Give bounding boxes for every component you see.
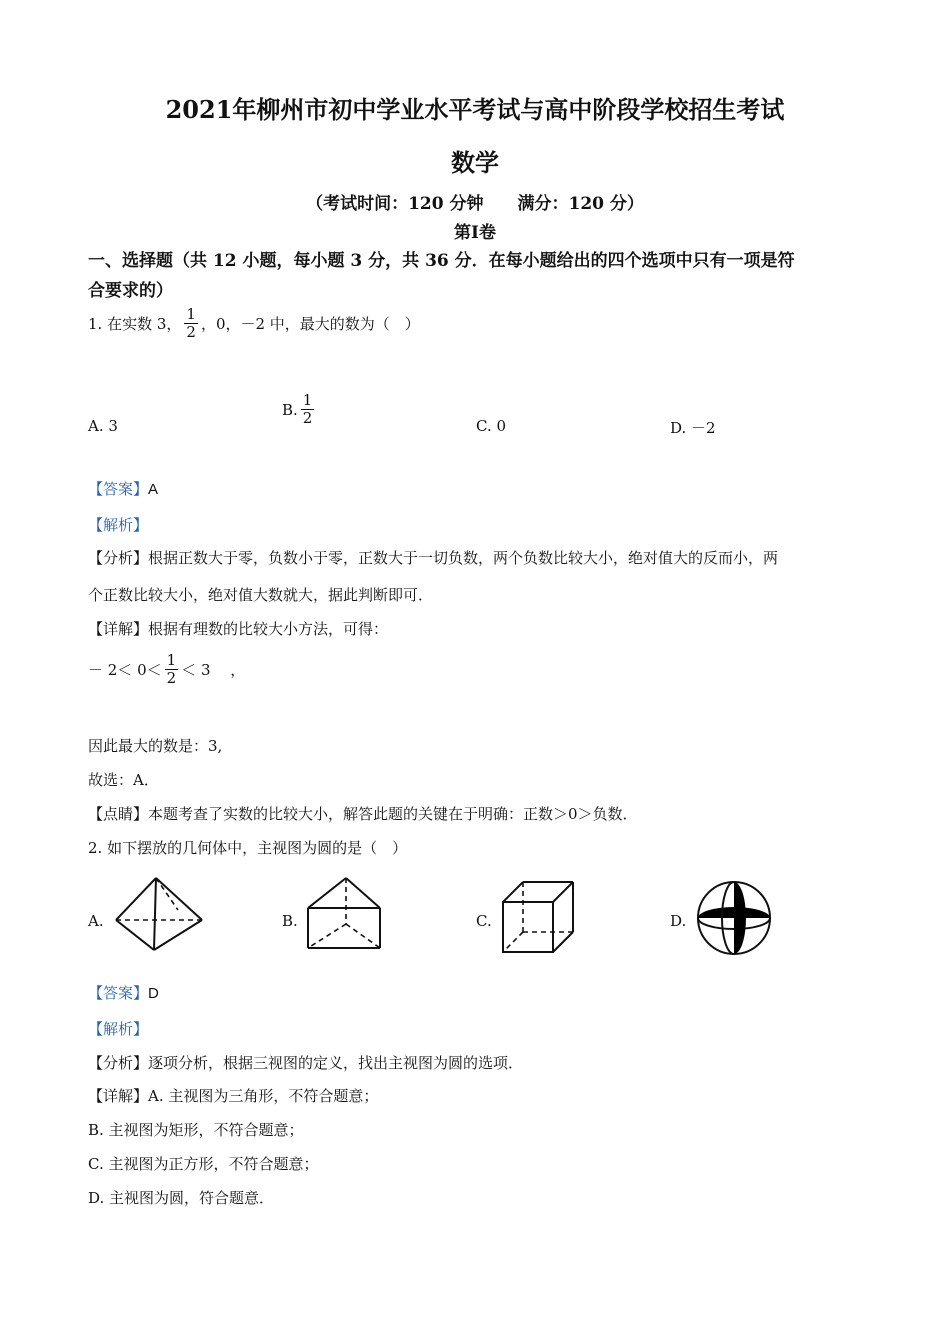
- volume-label: 第Ⅰ卷: [454, 223, 496, 243]
- q2-option-b-label: B.: [282, 912, 298, 930]
- triangular-prism-icon: [302, 874, 388, 954]
- q2-detail-a: 【详解】A. 主视图为三角形，不符合题意；: [88, 1087, 379, 1105]
- q1-fenxi-line1: 【分析】根据正数大于零，负数小于零，正数大于一切负数，两个负数比较大小，绝对值大的反而小，两: [88, 549, 779, 567]
- fraction-half: $\frac{1}{2}$: [302, 391, 313, 427]
- octahedron-icon: [108, 874, 208, 956]
- subject-title: 数学: [451, 148, 499, 177]
- q1-option-d: D. －2: [670, 419, 716, 437]
- question-1-stem: 1. 在实数 3， $\frac{1}{2}$ ，0，－2 中，最大的数为（ ）: [88, 305, 420, 341]
- fraction-half: $\frac{1}{2}$: [166, 651, 177, 687]
- sphere-icon: [692, 876, 776, 960]
- question-2-stem: 2. 如下摆放的几何体中，主视图为圆的是（ ）: [88, 839, 408, 857]
- q1-fenxi-line2: 个正数比较大小，绝对值大数就大，据此判断即可．: [88, 586, 434, 604]
- exam-title: 2021年柳州市初中学业水平考试与高中阶段学校招生考试: [165, 95, 785, 124]
- fraction-half: $\frac{1}{2}$: [186, 305, 196, 341]
- section-heading-line2: 合要求的）: [88, 281, 173, 301]
- q2-detail-b: B. 主视图为矩形，不符合题意；: [88, 1121, 304, 1139]
- q2-detail-c: C. 主视图为正方形，不符合题意；: [88, 1155, 319, 1173]
- q1-answer: 【答案】A: [88, 480, 159, 498]
- q1-option-b: B. $\frac{1}{2}$: [282, 391, 313, 427]
- q2-option-d-label: D.: [670, 912, 687, 930]
- q2-option-c-label: C.: [476, 912, 492, 930]
- q2-fenxi: 【分析】逐项分析，根据三视图的定义，找出主视图为圆的选项．: [88, 1054, 524, 1072]
- q1-analysis-tag: 【解析】: [88, 516, 149, 534]
- q1-inequality: － 2＜ 0＜ $\frac{1}{2}$ ＜ 3 ，: [88, 651, 246, 687]
- q2-detail-d: D. 主视图为圆，符合题意．: [88, 1189, 275, 1207]
- q2-answer: 【答案】D: [88, 984, 159, 1002]
- q2-analysis-tag: 【解析】: [88, 1020, 149, 1038]
- cube-icon: [497, 876, 579, 956]
- q1-comment: 【点睛】本题考查了实数的比较大小，解答此题的关键在于明确：正数＞0＞负数．: [88, 805, 638, 823]
- q1-conclusion: 因此最大的数是：3,: [88, 737, 223, 755]
- q1-option-a: A. 3: [88, 417, 118, 435]
- exam-info: （考试时间：120 分钟 满分：120 分）: [306, 194, 644, 214]
- q1-choice: 故选：A．: [88, 771, 159, 789]
- section-heading-line1: 一、选择题（共 12 小题，每小题 3 分，共 36 分．在每小题给出的四个选项中只有一项是符: [88, 251, 795, 271]
- q1-detail: 【详解】根据有理数的比较大小方法，可得：: [88, 620, 389, 638]
- q1-option-c: C. 0: [476, 417, 507, 435]
- q2-option-a-label: A.: [88, 912, 104, 930]
